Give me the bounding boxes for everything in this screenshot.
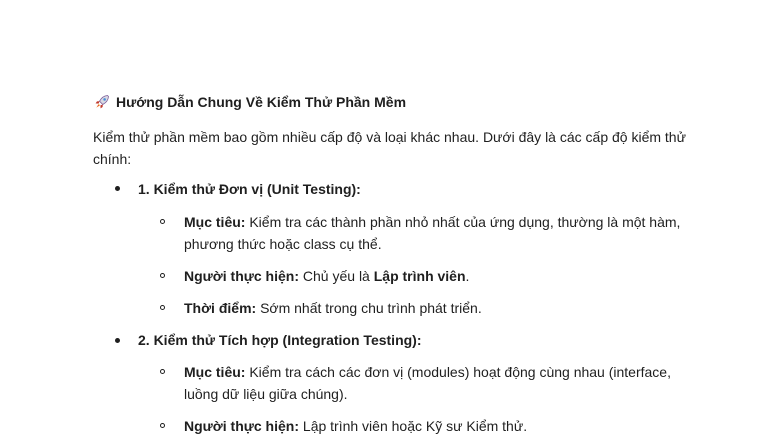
item-tail: . [465, 268, 470, 284]
bullet-circle [160, 219, 165, 224]
item-text: Sớm nhất trong chu trình phát triển. [256, 300, 482, 316]
bullet-disc [115, 338, 120, 343]
list-item [184, 265, 684, 287]
item-label: Mục tiêu: [184, 214, 246, 230]
item-text: Chủ yếu là [299, 268, 374, 284]
rocket-icon [93, 93, 111, 111]
item-text: Kiểm tra các thành phần nhỏ nhất của ứng dụng, thường là một hàm, phương thức hoặc class cụ thể. [184, 214, 681, 252]
bullet-circle [160, 273, 165, 278]
intro-paragraph: Kiểm thử phần mềm bao gồm nhiều cấp độ và loại khác nhau. Dưới đây là các cấp độ kiểm thử chính: [93, 129, 686, 167]
level-title: 1. Kiểm thử Đơn vị (Unit Testing): [138, 181, 361, 197]
bullet-disc [115, 186, 120, 191]
section-heading [93, 93, 406, 111]
heading-text: Hướng Dẫn Chung Về Kiểm Thử Phần Mềm [116, 94, 407, 110]
bullet-circle [160, 305, 165, 310]
item-label: Người thực hiện: [184, 268, 300, 284]
list-item [184, 297, 684, 319]
level-title: 2. Kiểm thử Tích hợp (Integration Testing): [138, 332, 422, 348]
item-label: Thời điểm: [184, 300, 257, 316]
item-label: Người thực hiện: [184, 418, 300, 434]
list-item [184, 211, 684, 255]
item-bold-text: Lập trình viên [373, 268, 466, 284]
item-text: Lập trình viên hoặc Kỹ sư Kiểm thử. [299, 418, 528, 434]
list-item [184, 415, 684, 437]
bullet-circle [160, 369, 165, 374]
item-label: Mục tiêu: [184, 364, 246, 380]
item-text: Kiểm tra cách các đơn vị (modules) hoạt động cùng nhau (interface, luồng dữ liệu giữa chúng). [184, 364, 671, 402]
list-item [184, 361, 684, 405]
bullet-circle [160, 423, 165, 428]
